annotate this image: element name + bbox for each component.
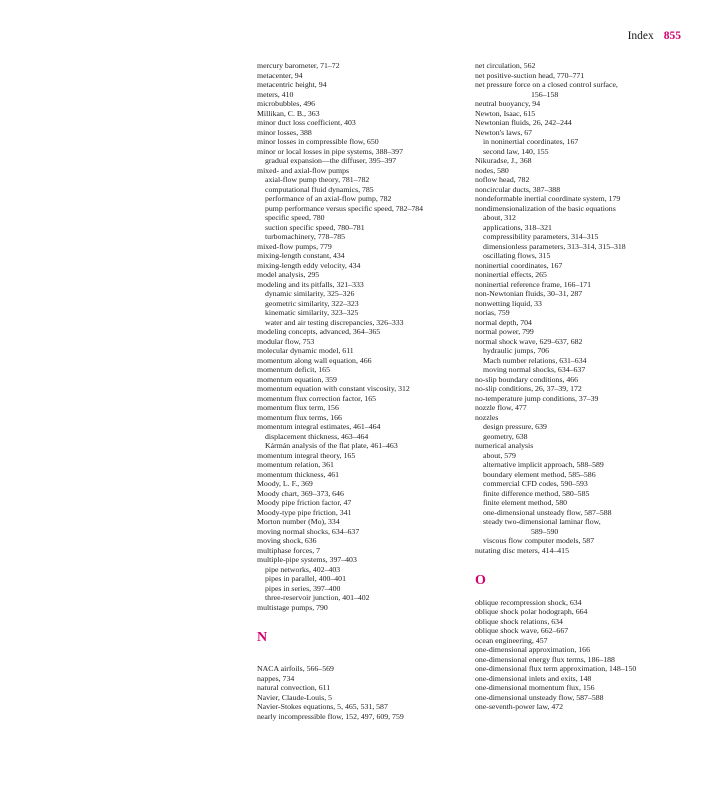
index-subentry: three-reservoir junction, 401–402 (265, 593, 370, 602)
index-entry: oblique shock wave, 662–667 (475, 626, 569, 635)
index-entry: model analysis, 295 (257, 270, 320, 279)
index-entry: one-dimensional inlets and exits, 148 (475, 673, 592, 683)
index-entry: momentum along wall equation, 466 (257, 355, 372, 365)
index-entry: minor duct loss coefficient, 403 (257, 118, 356, 127)
index-entry: Morton number (Mo), 334 (257, 517, 340, 526)
index-subentry: about, 579 (483, 450, 516, 460)
index-entry: Moody chart, 369–373, 646 (257, 488, 344, 498)
index-subentry: 589–590 (531, 526, 559, 536)
index-entry: numerical analysis (475, 441, 534, 450)
index-subentry: geometric similarity, 322–323 (265, 298, 359, 308)
index-entry: nozzles (475, 412, 499, 422)
index-subentry: kinematic similarity, 323–325 (265, 308, 359, 317)
index-subentry: alternative implicit approach, 588–589 (483, 460, 604, 469)
index-entry: Moody pipe friction factor, 47 (257, 498, 352, 507)
index-entry: net pressure force on a closed control surface, (475, 80, 618, 89)
index-subentry: commercial CFD codes, 590–593 (483, 479, 588, 488)
index-entry: Newton, Isaac, 615 (475, 108, 536, 118)
index-column-left (257, 61, 467, 721)
index-subentry: design pressure, 639 (483, 422, 547, 431)
section-letter-o: O (475, 573, 486, 588)
index-entry: microbubbles, 496 (257, 99, 316, 108)
index-entry: noninertial reference frame, 166–171 (475, 279, 592, 289)
index-entry: momentum equation, 359 (257, 374, 337, 384)
index-entry: momentum integral estimates, 461–464 (257, 422, 381, 431)
index-entry: one-dimensional momentum flux, 156 (475, 683, 595, 692)
index-entry: minor losses in compressible flow, 650 (257, 137, 379, 146)
index-entry: noninertial coordinates, 167 (475, 260, 563, 270)
index-entry: normal depth, 704 (475, 317, 532, 327)
index-entry: nearly incompressible flow, 152, 497, 609, 759 (257, 711, 404, 721)
page-header (628, 30, 681, 42)
index-entry: modular flow, 753 (257, 336, 315, 346)
index-entry: nutating disc meters, 414–415 (475, 545, 569, 555)
index-subentry: pipes in parallel, 400–401 (265, 574, 346, 583)
index-subentry: pipes in series, 397–400 (265, 583, 341, 593)
index-entry: NACA airfoils, 566–569 (257, 664, 334, 673)
index-subentry: oscillating flows, 315 (483, 251, 551, 260)
index-entry: momentum deficit, 165 (257, 365, 330, 374)
index-entry: mixing-length eddy velocity, 434 (257, 260, 361, 270)
index-entry: non-Newtonian fluids, 30–31, 287 (475, 289, 583, 298)
index-subentry: viscous flow computer models, 587 (483, 536, 595, 545)
index-entry: normal power, 799 (475, 327, 534, 336)
index-entry: momentum relation, 361 (257, 460, 334, 469)
index-entry: molecular dynamic model, 611 (257, 346, 354, 355)
index-subentry: one-dimensional unsteady flow, 587–588 (483, 507, 612, 517)
index-entry: normal shock wave, 629–637, 682 (475, 336, 583, 346)
index-entry: mixing-length constant, 434 (257, 251, 345, 260)
index-subentry: dynamic similarity, 325–326 (265, 289, 355, 298)
index-entry: one-dimensional energy flux terms, 186–188 (475, 654, 615, 664)
index-subentry: performance of an axial-flow pump, 782 (265, 194, 392, 203)
index-entry: norias, 759 (475, 308, 510, 317)
index-subentry: applications, 318–321 (483, 222, 552, 232)
index-subentry: second law, 140, 155 (483, 146, 549, 156)
index-column-right (475, 61, 687, 712)
index-entry: momentum equation with constant viscosity, 312 (257, 384, 410, 393)
index-entry: momentum flux correction factor, 165 (257, 393, 376, 403)
index-entry: metacenter, 94 (257, 70, 303, 80)
index-entry: Millikan, C. B., 363 (257, 108, 320, 118)
index-entry: noninertial effects, 265 (475, 270, 547, 279)
index-subentry: Kármán analysis of the flat plate, 461–463 (265, 441, 398, 450)
index-subentry: Mach number relations, 631–634 (483, 355, 587, 365)
index-entry: nappes, 734 (257, 673, 295, 683)
index-subentry: geometry, 638 (483, 431, 528, 441)
page-number: 855 (663, 30, 681, 42)
index-entry: mixed-flow pumps, 779 (257, 241, 332, 251)
index-subentry: suction specific speed, 780–781 (265, 222, 365, 232)
index-entry: minor or local losses in pipe systems, 388–397 (257, 146, 403, 156)
index-entry: moving shock, 636 (257, 536, 317, 545)
index-entry: nozzle flow, 477 (475, 403, 527, 412)
index-entry: one-dimensional unsteady flow, 587–588 (475, 692, 604, 702)
index-subentry: water and air testing discrepancies, 326–333 (265, 317, 404, 327)
index-subentry: boundary element method, 585–586 (483, 469, 596, 479)
index-entry: no-temperature jump conditions, 37–39 (475, 393, 599, 403)
index-entry: Navier-Stokes equations, 5, 465, 531, 587 (257, 702, 388, 711)
index-entry: nondeformable inertial coordinate system, 179 (475, 194, 621, 203)
index-entry: oblique recompression shock, 634 (475, 597, 582, 607)
index-subentry: finite element method, 580 (483, 498, 568, 507)
index-entry: noncircular ducts, 387–388 (475, 184, 561, 194)
index-entry: Newtonian fluids, 26, 242–244 (475, 118, 572, 127)
index-entry: modeling concepts, advanced, 364–365 (257, 327, 381, 336)
index-entry: modeling and its pitfalls, 321–333 (257, 279, 364, 289)
index-entry: momentum thickness, 461 (257, 469, 340, 479)
index-entry: net circulation, 562 (475, 61, 536, 70)
index-entry: moving normal shocks, 634–637 (257, 526, 360, 536)
index-entry: multistage pumps, 790 (257, 602, 328, 612)
index-subentry: displacement thickness, 463–464 (265, 431, 369, 441)
index-subentry: gradual expansion—the diffuser, 395–397 (265, 156, 397, 165)
index-entry: Moody-type pipe friction, 341 (257, 507, 352, 517)
index-entry: mixed- and axial-flow pumps (257, 165, 350, 175)
index-entry: Moody, L. F., 369 (257, 479, 313, 488)
index-entry: minor losses, 388 (257, 127, 312, 137)
index-entry: momentum flux term, 156 (257, 403, 339, 412)
index-entry: mercury barometer, 71–72 (257, 61, 340, 70)
index-entry: natural convection, 611 (257, 683, 331, 692)
index-subentry: steady two-dimensional laminar flow, (483, 517, 601, 526)
index-subentry: pump performance versus specific speed, 782–784 (265, 203, 424, 213)
index-subentry: in noninertial coordinates, 167 (483, 137, 579, 146)
index-entry: Nikuradse, J., 368 (475, 156, 532, 165)
index-entry: oblique shock polar hodograph, 664 (475, 607, 588, 616)
running-title: Index (627, 30, 654, 42)
index-entry: one-seventh-power law, 472 (475, 702, 564, 711)
index-entry: nonwetting liquid, 33 (475, 298, 542, 308)
index-entry: Newton's laws, 67 (475, 127, 533, 137)
index-subentry: 156–158 (531, 89, 559, 99)
index-subentry: moving normal shocks, 634–637 (483, 365, 586, 374)
index-subentry: hydraulic jumps, 706 (483, 346, 550, 355)
index-entry: noflow head, 782 (475, 175, 530, 184)
index-subentry: pipe networks, 402–403 (265, 564, 341, 574)
index-entry: no-slip conditions, 26, 37–39, 172 (475, 384, 582, 393)
index-entry: one-dimensional flux term approximation, 148–150 (475, 664, 637, 673)
index-subentry: computational fluid dynamics, 785 (265, 184, 374, 194)
index-entry: metacentric height, 94 (257, 80, 327, 89)
index-entry: oblique shock relations, 634 (475, 616, 563, 626)
index-entry: one-dimensional approximation, 166 (475, 645, 590, 654)
index-entry: meters, 410 (257, 89, 294, 99)
index-entry: momentum flux terms, 166 (257, 412, 342, 422)
index-subentry: about, 312 (483, 213, 516, 222)
index-entry: multiple-pipe systems, 397–403 (257, 555, 357, 564)
index-subentry: dimensionless parameters, 313–314, 315–318 (483, 241, 626, 251)
index-entry: multiphase forces, 7 (257, 545, 321, 555)
section-letter-n: N (257, 630, 268, 645)
index-subentry: finite difference method, 580–585 (483, 488, 590, 498)
index-entry: momentum integral theory, 165 (257, 450, 356, 460)
index-entry: nondimensionalization of the basic equations (475, 203, 616, 213)
index-entry: net positive-suction head, 770–771 (475, 70, 585, 80)
index-entry: ocean engineering, 457 (475, 635, 548, 645)
index-subentry: specific speed, 780 (265, 213, 325, 222)
index-entry: no-slip boundary conditions, 466 (475, 374, 579, 384)
index-subentry: turbomachinery, 778–785 (265, 232, 346, 241)
index-subentry: axial-flow pump theory, 781–782 (265, 175, 370, 184)
index-subentry: compressibility parameters, 314–315 (483, 232, 599, 241)
index-entry: Navier, Claude-Louis, 5 (257, 692, 333, 702)
index-entry: nodes, 580 (475, 165, 509, 175)
index-entry: neutral buoyancy, 94 (475, 99, 541, 108)
